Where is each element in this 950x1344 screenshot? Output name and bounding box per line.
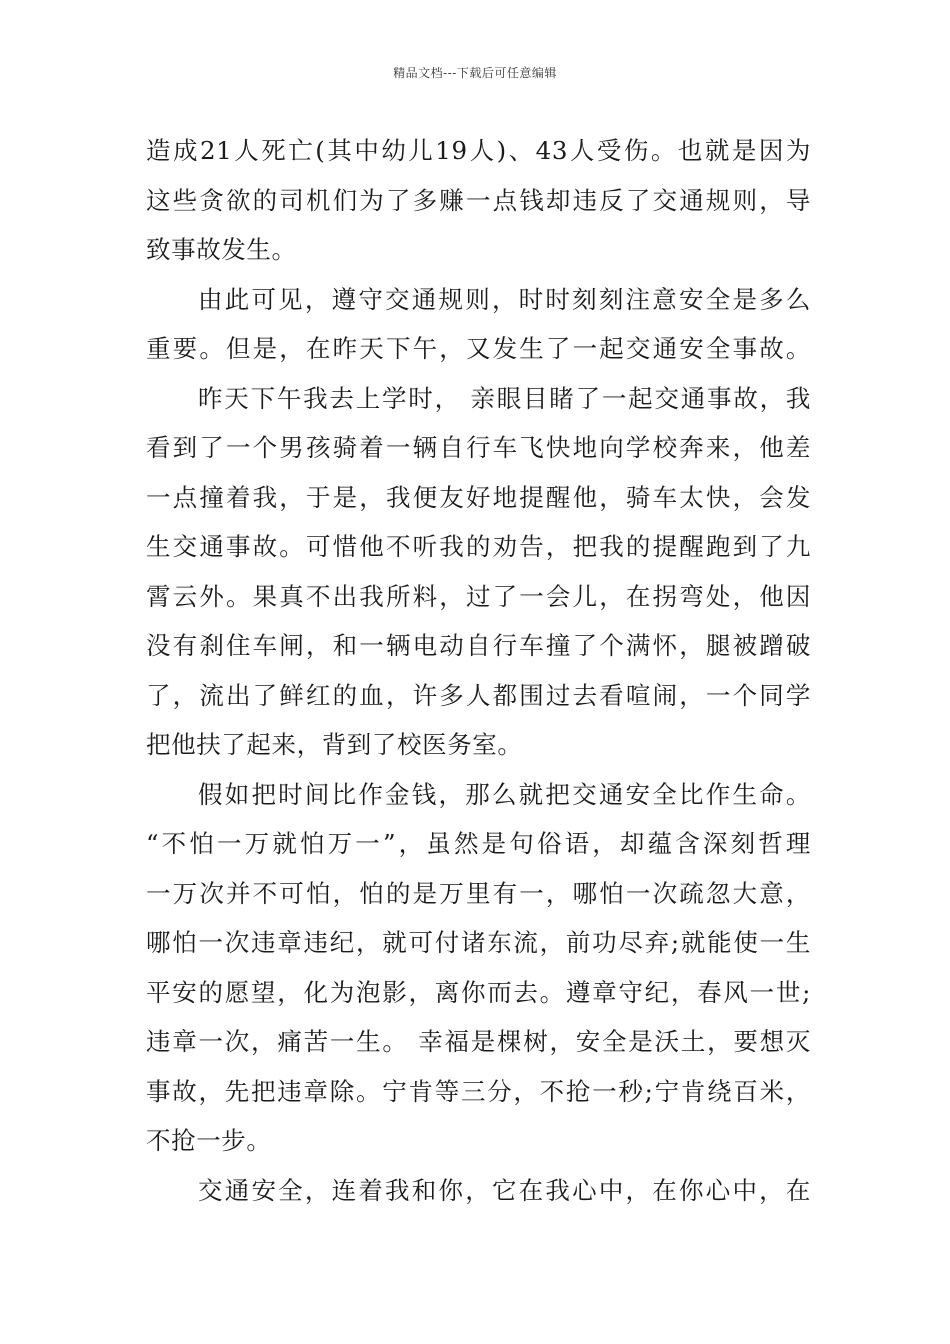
text-line: 平安的愿望，化为泡影，离你而去。遵章守纪，春风一世; [146, 977, 811, 1007]
text-line: 不抢一步。 [146, 1126, 272, 1155]
text-line: 生交通事故。可惜他不听我的劝告，把我的提醒跑到了九 [146, 532, 811, 561]
text-line: 没有刹住车闸，和一辆电动自行车撞了个满怀，腿被蹭破 [146, 631, 811, 660]
text-line: 造成21人死亡(其中幼儿19人)、43人受伤。也就是因为 [146, 136, 811, 165]
text-line: 霄云外。果真不出我所料，过了一会儿，在拐弯处，他因 [146, 581, 811, 611]
page-header: 精品文档---下载后可任意编辑 [393, 66, 557, 80]
text-line: “不怕一万就怕万一”，虽然是句俗语，却蕴含深刻哲理 [146, 829, 811, 858]
text-line: 一点撞着我，于是，我便友好地提醒他，骑车太快，会发 [146, 482, 811, 512]
text-line: 看到了一个男孩骑着一辆自行车飞快地向学校奔来，他差 [146, 433, 811, 462]
text-line: 昨天下午我去上学时， 亲眼目睹了一起交通事故，我 [198, 383, 811, 413]
text-line: 致事故发生。 [146, 235, 297, 264]
text-line: 一万次并不可怕，怕的是万里有一，哪怕一次疏忽大意， [146, 878, 811, 908]
text-line: 由此可见，遵守交通规则，时时刻刻注意安全是多么 [198, 284, 811, 314]
text-line: 违章一次，痛苦一生。 幸福是棵树，安全是沃土，要想灭 [146, 1027, 811, 1056]
document-body [146, 126, 811, 1215]
text-line: 哪怕一次违章违纪，就可付诸东流，前功尽弃;就能使一生 [146, 928, 811, 957]
text-line: 重要。但是，在昨天下午，又发生了一起交通安全事故。 [146, 334, 811, 363]
text-line: 交通安全，连着我和你，它在我心中，在你心中，在 [198, 1175, 811, 1205]
text-line: 这些贪欲的司机们为了多赚一点钱却违反了交通规则，导 [146, 185, 811, 215]
text-line: 事故，先把违章除。宁肯等三分，不抢一秒;宁肯绕百米， [146, 1076, 811, 1106]
text-line: 了，流出了鲜红的血，许多人都围过去看喧闹，一个同学 [146, 680, 811, 710]
text-line: 假如把时间比作金钱，那么就把交通安全比作生命。 [198, 779, 811, 809]
text-line: 把他扶了起来，背到了校医务室。 [146, 730, 523, 759]
